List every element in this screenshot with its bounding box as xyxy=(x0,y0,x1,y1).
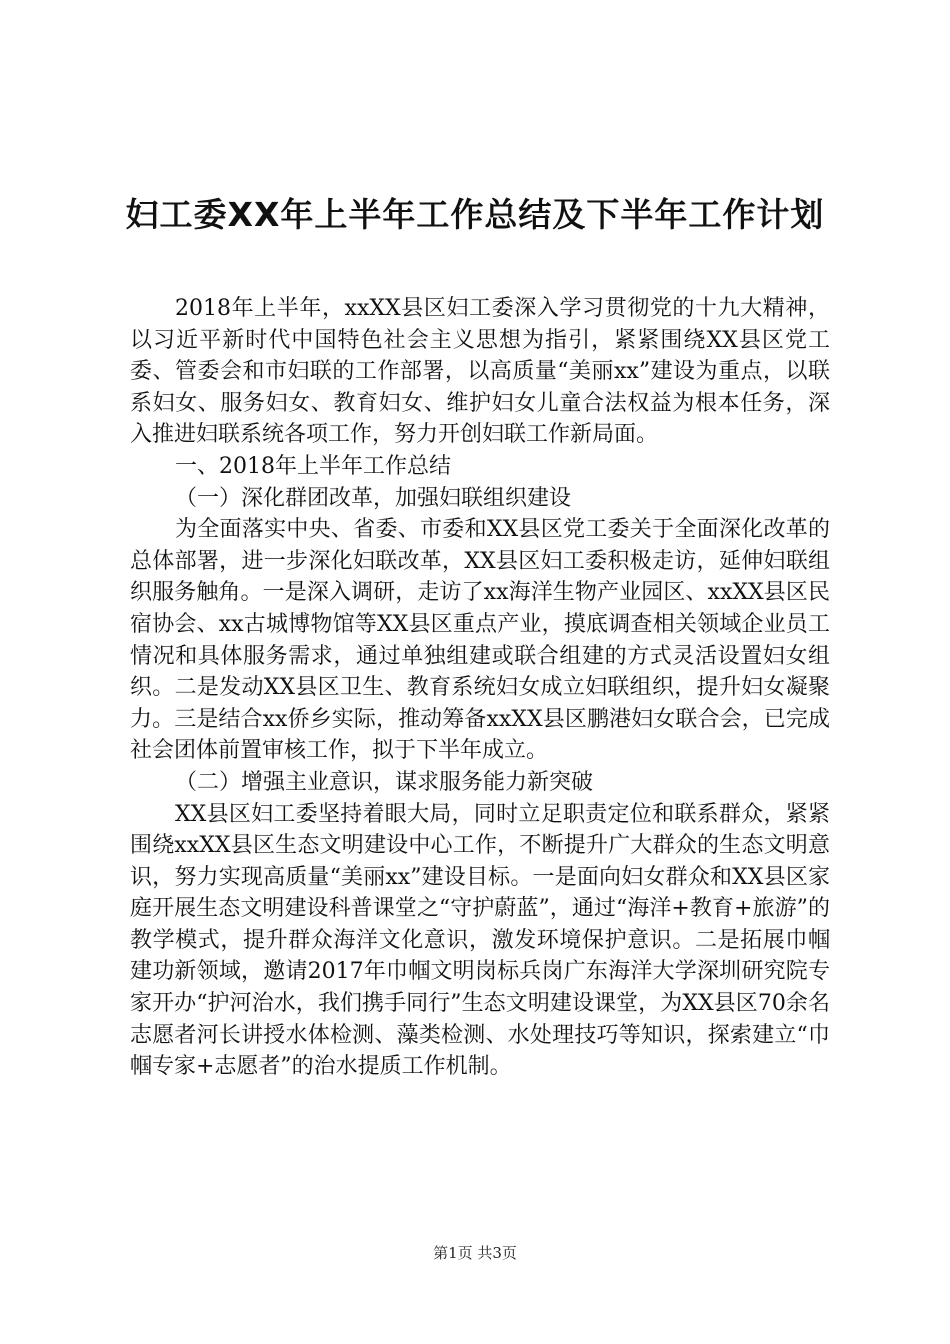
document-title: 妇工委XX年上半年工作总结及下半年工作计划 xyxy=(125,195,825,234)
subsection-1-paragraph: 为全面落实中央、省委、市委和XX县区党工委关于全面深化改革的总体部署，进一步深化妇联改革，XX县区妇工委积极走访，延伸妇联组织服务触角。一是深入调研，走访了xx海洋生物产业园区、xxXX县区民宿协会、xx古城博物馆等XX县区重点产业，摸底调查相关领域企业员工情况和具体服务需求，通过单独组建或联合组建的方式灵活设置妇女组织。二是发动XX县区卫生、教育系统妇女成立妇联组织，提升妇女凝聚力。三是结合xx侨乡实际，推动筹备xxXX县区鹏港妇女联合会，已完成社会团体前置审核工作，拟于下半年成立。 xyxy=(130,517,830,764)
subsection-heading-1: （一）深化群团改革，加强妇联组织建设 xyxy=(175,485,572,511)
subsection-2-paragraph: XX县区妇工委坚持着眼大局，同时立足职责定位和联系群众，紧紧围绕xxXX县区生态文明建设中心工作，不断提升广大群众的生态文明意识，努力实现高质量“美丽xx”建设目标。一是面向妇女群众和XX县区家庭开展生态文明建设科普课堂之“守护蔚蓝”，通过“海洋+教育+旅游”的教学模式，提升群众海洋文化意识，激发环境保护意识。二是拓展巾帼建功新领域，邀请2017年巾帼文明岗标兵岗广东海洋大学深圳研究院专家开办“护河治水，我们携手同行”生态文明建设课堂，为XX县区70余名志愿者河长讲授水体检测、藻类检测、水处理技巧等知识，探索建立“巾帼专家+志愿者”的治水提质工作机制。 xyxy=(130,801,830,1080)
subsection-heading-2: （二）增强主业意识，谋求服务能力新突破 xyxy=(175,769,594,795)
document-body xyxy=(130,293,830,1083)
intro-paragraph: 2018年上半年，xxXX县区妇工委深入学习贯彻党的十九大精神，以习近平新时代中国特色社会主义思想为指引，紧紧围绕XX县区党工委、管委会和市妇联的工作部署，以高质量“美丽xx”建设为重点，以联系妇女、服务妇女、教育妇女、维护妇女儿童合法权益为根本任务，深入推进妇联系统各项工作，努力开创妇联工作新局面。 xyxy=(130,296,830,448)
section-heading-1: 一、2018年上半年工作总结 xyxy=(175,453,451,479)
page-number-footer: 第1页 共3页 xyxy=(433,1244,517,1262)
